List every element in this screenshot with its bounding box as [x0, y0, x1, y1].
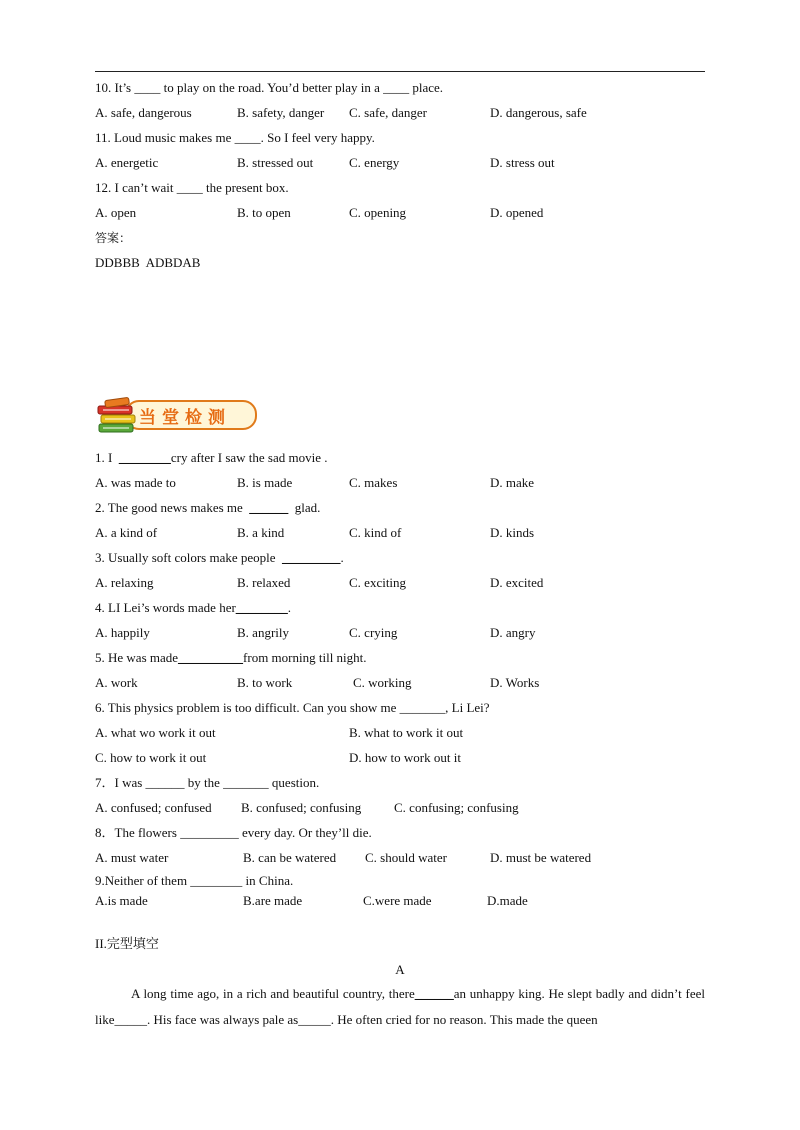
- passage-text-rest: an unhappy king. He slept badly and didn’t feel like_____. His face was always pale as_____. He often cried for no reason. This made the queen: [95, 986, 705, 1027]
- quiz-question-7: 7．I was ______ by the _______ question.: [95, 775, 320, 790]
- cloze-passage: [95, 981, 705, 1033]
- q11-option-a: A. energetic: [95, 155, 159, 170]
- quiz1-option-b: B. is made: [237, 475, 293, 490]
- quiz8-option-a: A. must water: [95, 850, 169, 865]
- quiz6-option-a: A. what wo work it out: [95, 725, 216, 740]
- quiz3-option-d: D. excited: [490, 575, 544, 590]
- quiz3-option-c: C. exciting: [349, 575, 407, 590]
- passage-text-start: A long time ago, in a rich and beautiful country, there: [131, 986, 415, 1001]
- section-heading: II.完型填空: [95, 936, 159, 951]
- q10-option-d: D. dangerous, safe: [490, 105, 587, 120]
- quiz1-option-d: D. make: [490, 475, 535, 490]
- quiz7-option-c: C. confusing; confusing: [394, 800, 519, 815]
- quiz2-option-a: A. a kind of: [95, 525, 158, 540]
- passage-label: A: [395, 962, 405, 977]
- quiz4-option-d: D. angry: [490, 625, 536, 640]
- q1-text-start: 1. I: [95, 450, 119, 465]
- quiz7-option-a: A. confused; confused: [95, 800, 212, 815]
- q12-option-d: D. opened: [490, 205, 544, 220]
- quiz8-option-b: B. can be watered: [243, 850, 337, 865]
- quiz8-option-c: C. should water: [365, 850, 447, 865]
- q5-text-start: 5. He was made: [95, 650, 179, 665]
- books-icon: [95, 396, 141, 438]
- quiz-question-9: 9.Neither of them ________ in China.: [95, 873, 294, 888]
- banner-title: 当堂检测: [139, 408, 231, 428]
- quiz2-option-b: B. a kind: [237, 525, 285, 540]
- quiz9-option-d: D.made: [487, 893, 528, 908]
- q2-text-start: 2. The good news makes me: [95, 500, 250, 515]
- q12-option-c: C. opening: [349, 205, 407, 220]
- quiz4-option-c: C. crying: [349, 625, 398, 640]
- quiz-question-2: [95, 500, 320, 516]
- q12-option-a: A. open: [95, 205, 137, 220]
- quiz8-option-d: D. must be watered: [490, 850, 592, 865]
- quiz1-option-a: A. was made to: [95, 475, 176, 490]
- quiz9-option-c: C.were made: [363, 893, 432, 908]
- q4-text-start: 4. LI Lei’s words made her: [95, 600, 236, 615]
- quiz5-option-a: A. work: [95, 675, 138, 690]
- q10-option-b: B. safety, danger: [237, 105, 325, 120]
- quiz-question-8: 8．The flowers _________ every day. Or they’ll die.: [95, 825, 372, 840]
- question-11: 11. Loud music makes me ____. So I feel very happy.: [95, 130, 375, 145]
- q11-option-c: C. energy: [349, 155, 400, 170]
- quiz3-option-b: B. relaxed: [237, 575, 291, 590]
- quiz7-option-b: B. confused; confusing: [241, 800, 362, 815]
- answer-key: DDBBB ADBDAB: [95, 255, 201, 270]
- q12-option-b: B. to open: [237, 205, 291, 220]
- quiz4-option-b: B. angrily: [237, 625, 289, 640]
- passage-blank-1: ______: [414, 986, 454, 1001]
- quiz-question-1: [95, 450, 328, 466]
- quiz5-option-c: C. working: [353, 675, 412, 690]
- question-10: 10. It’s ____ to play on the road. You’d better play in a ____ place.: [95, 80, 444, 95]
- quiz6-option-d: D. how to work out it: [349, 750, 461, 765]
- quiz6-option-b: B. what to work it out: [349, 725, 464, 740]
- q4-text-end: .: [287, 600, 292, 615]
- quiz9-option-a: A.is made: [95, 893, 148, 908]
- quiz9-option-b: B.are made: [243, 893, 303, 908]
- quiz3-option-a: A. relaxing: [95, 575, 154, 590]
- q3-text-start: 3. Usually soft colors make people: [95, 550, 283, 565]
- q10-option-a: A. safe, dangerous: [95, 105, 192, 120]
- q5-blank: __________: [178, 650, 244, 665]
- q3-text-end: .: [340, 550, 344, 565]
- quiz-question-3: [95, 550, 344, 566]
- q1-text-end: cry after I saw the sad movie .: [170, 450, 328, 465]
- q10-option-c: C. safe, danger: [349, 105, 427, 120]
- quiz2-option-c: C. kind of: [349, 525, 402, 540]
- quiz6-option-c: C. how to work it out: [95, 750, 207, 765]
- q11-option-b: B. stressed out: [237, 155, 314, 170]
- quiz-question-4: [95, 600, 291, 616]
- quiz1-option-c: C. makes: [349, 475, 398, 490]
- q4-blank: ________: [235, 600, 288, 615]
- quiz5-option-b: B. to work: [237, 675, 293, 690]
- answer-label: 答案：: [95, 231, 132, 245]
- quiz5-option-d: D. Works: [490, 675, 540, 690]
- q2-text-end: glad.: [288, 500, 321, 515]
- quiz-question-5: [95, 650, 367, 666]
- q11-option-d: D. stress out: [490, 155, 555, 170]
- quiz2-option-d: D. kinds: [490, 525, 535, 540]
- quiz-question-6: 6. This physics problem is too difficult. Can you show me _______, Li Lei?: [95, 700, 490, 715]
- quiz4-option-a: A. happily: [95, 625, 150, 640]
- q2-blank: ______: [249, 500, 289, 515]
- section-banner: [95, 396, 265, 438]
- header-rule: [95, 71, 705, 72]
- q1-blank: ________: [118, 450, 171, 465]
- q5-text-end: from morning till night.: [243, 650, 367, 665]
- q3-blank: _________: [282, 550, 341, 565]
- question-12: 12. I can’t wait ____ the present box.: [95, 180, 289, 195]
